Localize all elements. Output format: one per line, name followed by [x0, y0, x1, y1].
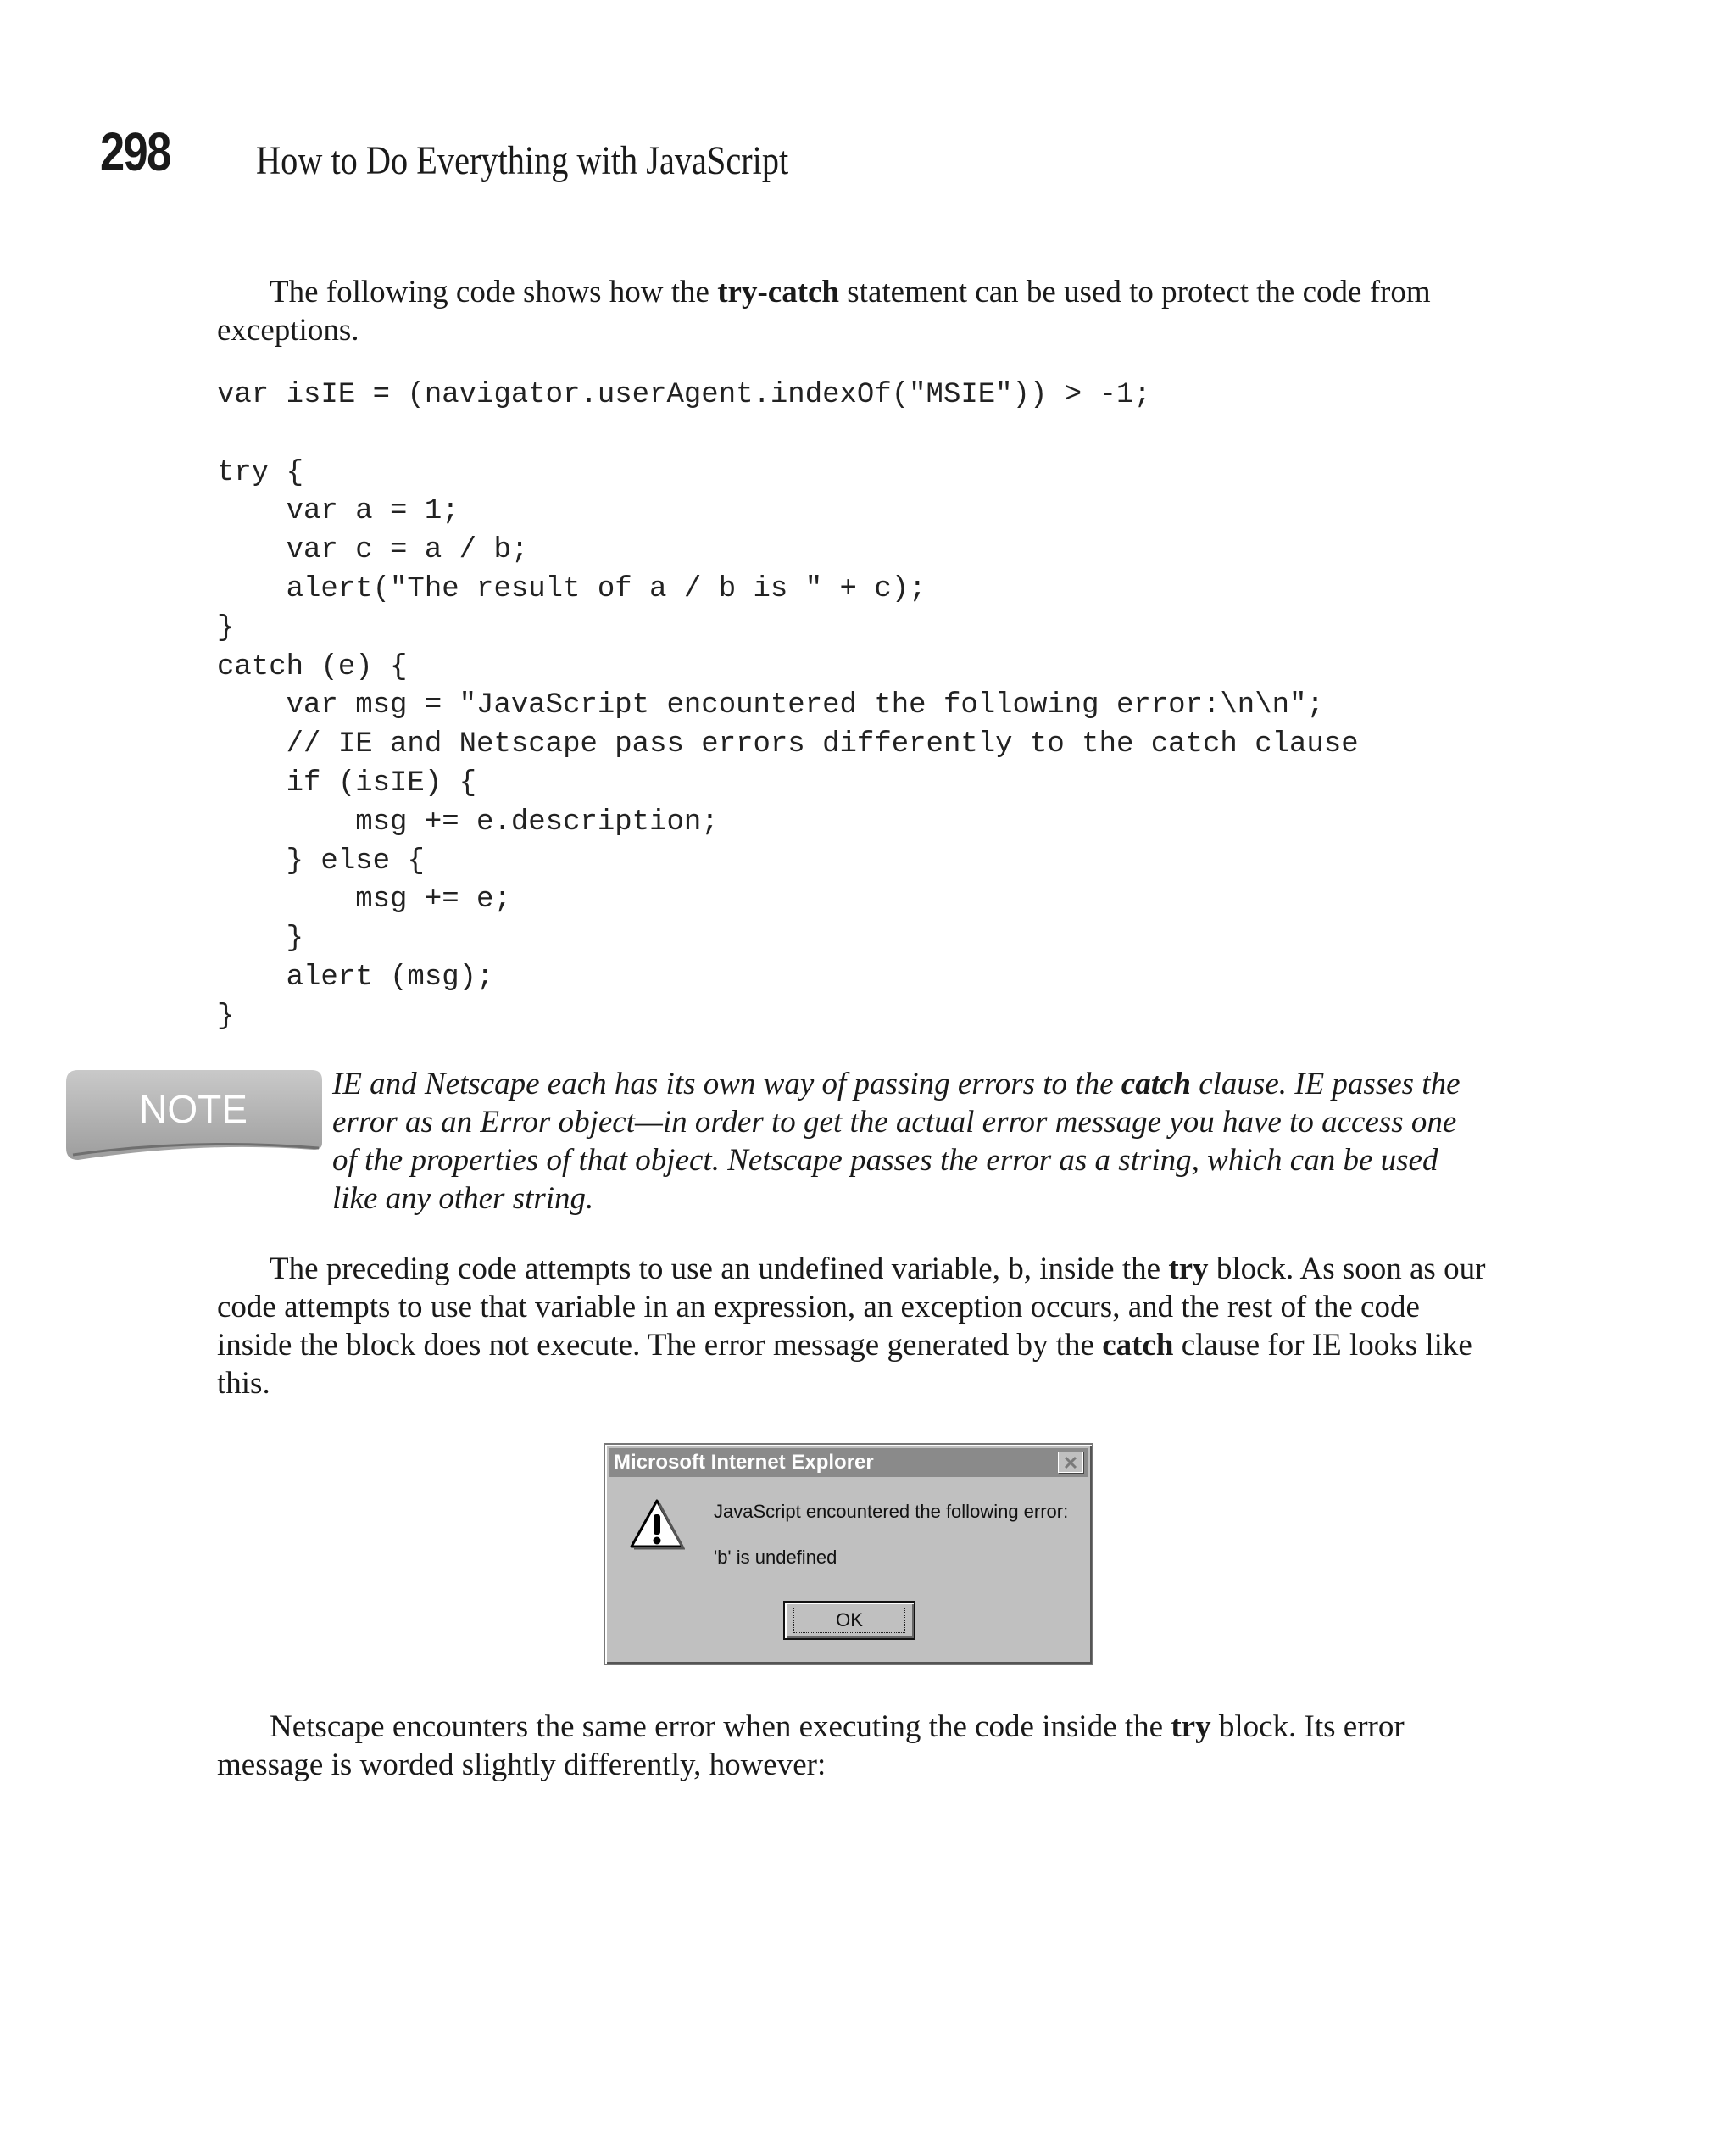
- note-text: IE and Netscape each has its own way of passing errors to the catch clause. IE passes the error as an Error object—in order to get the actual error message you have to access one of the properties of that object. Netscape passes the error as a string, which can be used like any other string.: [332, 1067, 1461, 1216]
- catch-keyword: catch: [1121, 1067, 1191, 1101]
- code-line: msg += e.description;: [217, 805, 719, 839]
- dialog-title: Microsoft Internet Explorer: [614, 1451, 874, 1474]
- code-line: var a = 1;: [217, 495, 459, 528]
- code-line: try {: [217, 456, 304, 489]
- book-title: How to Do Everything with JavaScript: [256, 138, 789, 183]
- close-icon: [1059, 1453, 1082, 1473]
- intro-paragraph: The following code shows how the try-catch statement can be used to protect the code from exceptions.: [217, 275, 1431, 348]
- dialog-message-line2: 'b' is undefined: [714, 1547, 837, 1568]
- catch-keyword: catch: [1102, 1328, 1174, 1363]
- ie-error-dialog: [604, 1443, 1093, 1665]
- explanation-paragraph: The preceding code attempts to use an undefined variable, b, inside the try block. As soon as our code attempts to use that variable in an expression, an exception occurs, and the rest of the code inside the block does not execute. The error message generated by the catch clause for IE looks like this.: [217, 1251, 1486, 1401]
- page-number: 298: [100, 121, 170, 182]
- dialog-message-line1: JavaScript encountered the following error:: [714, 1501, 1069, 1522]
- dialog-titlebar: [609, 1448, 1088, 1477]
- code-line: var msg = "JavaScript encountered the following error:\n\n";: [217, 689, 1324, 722]
- code-line: alert (msg);: [217, 961, 494, 994]
- code-line: msg += e;: [217, 883, 511, 917]
- code-line: // IE and Netscape pass errors differently to the catch clause: [217, 728, 1359, 761]
- warning-icon: [629, 1497, 685, 1552]
- try-keyword: try: [1171, 1709, 1211, 1744]
- code-line: alert("The result of a / b is " + c);: [217, 572, 926, 605]
- netscape-paragraph: Netscape encounters the same error when executing the code inside the try block. Its error message is worded slightly differently, however:: [217, 1709, 1405, 1782]
- code-line: if (isIE) {: [217, 766, 477, 800]
- code-listing: [217, 376, 1359, 1037]
- code-line: catch (e) {: [217, 650, 408, 683]
- ok-button[interactable]: [783, 1601, 915, 1640]
- code-line: var isIE = (navigator.userAgent.indexOf("MSIE")) > -1;: [217, 379, 1151, 411]
- try-keyword: try: [1168, 1251, 1209, 1286]
- note-badge: [66, 1070, 322, 1160]
- code-line: var c = a / b;: [217, 534, 529, 567]
- note-label: NOTE: [139, 1087, 248, 1131]
- ok-button-label: OK: [793, 1608, 905, 1633]
- code-line: }: [217, 611, 235, 644]
- code-line: }: [217, 923, 304, 956]
- code-line: }: [217, 1000, 235, 1033]
- close-button[interactable]: [1058, 1452, 1083, 1473]
- code-line: } else {: [217, 844, 425, 878]
- try-catch-keyword: try-catch: [717, 275, 840, 309]
